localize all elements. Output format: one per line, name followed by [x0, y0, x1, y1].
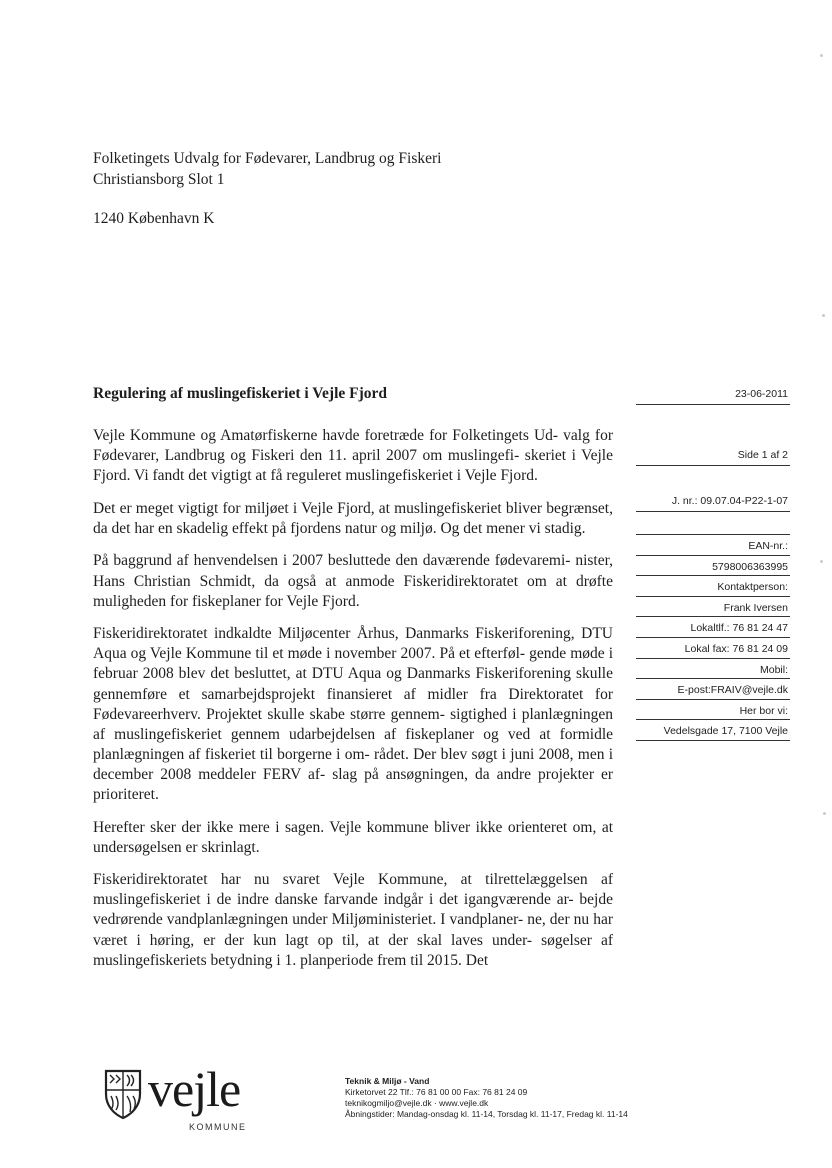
text-line: På baggrund af henvendelsen i 2007 besluttede den daværende fødevaremi- — [93, 552, 571, 570]
scan-speck — [822, 314, 825, 317]
letter-footer — [345, 1076, 815, 1120]
text-line: fiskeplaner og ved at formidle planlægningen af fiskeriet til borgerne i om- — [93, 725, 614, 763]
text-line: Fiskeridirektoratet indkaldte Miljøcenter Århus, Danmarks Fiskeriforening, — [93, 625, 582, 643]
ean-value: 5798006363995 — [636, 556, 790, 577]
text-line: drøfte muligheden for fiskeplaner for Vejle Fjord. — [93, 572, 613, 610]
recipient-line: Christiansborg Slot 1 — [93, 171, 225, 188]
ean-label: EAN-nr.: — [636, 535, 790, 556]
text-line: Det er meget vigtigt for miljøet i Vejle Fjord, at muslingefiskeriet bliver — [93, 499, 547, 517]
recipient-city: 1240 København K — [93, 210, 215, 227]
logo-wordmark: vejle — [148, 1061, 241, 1117]
text-line: valg for Fødevarer, Landbrug og Fiskeri den 11. april 2007 om muslingefi- — [93, 427, 613, 465]
letter-subject: Regulering af muslingefiskeriet i Vejle Fjord — [93, 385, 388, 402]
text-line: skeriet i Vejle Fjord. Vi fandt det vigtigt at få reguleret muslingefiskeriet i — [93, 447, 613, 485]
contact-fax: Lokal fax: 76 81 24 09 — [636, 638, 790, 659]
footer-department: Teknik & Miljø - Vand — [345, 1076, 430, 1086]
recipient-address — [93, 148, 573, 190]
sidebar-date — [636, 385, 790, 405]
text-line: Fiskeriforening skulle gennemføre et samarbejdsprojekt finansieret af midler — [93, 665, 613, 703]
mobile-label: Mobil: — [636, 659, 790, 680]
footer-address-line: Kirketorvet 22 Tlf.: 76 81 00 00 Fax: 76 81 24 09 — [345, 1087, 528, 1097]
paragraph — [93, 551, 613, 611]
text-line: fra Direktoratet for Fødevareerhverv. Projektet skulle skabe større gennem- — [93, 685, 613, 723]
text-line: ne, der nu har været i høring, er der kun lagt op til, at der skal laves under- — [93, 911, 614, 949]
text-line: Fiskeridirektoratet har nu svaret Vejle Kommune, at tilrettelæggelsen af — [93, 871, 613, 889]
recipient-line: Folketingets Udvalg for Fødevarer, Landbrug og Fiskeri — [93, 150, 442, 167]
text-line: muslingefiskeriet i de indre danske farvande indgår i det igangværende ar- — [93, 891, 574, 909]
text-line: slag på ansøgningen, da andre projekter er prioriteret. — [93, 765, 614, 803]
scan-speck — [820, 54, 823, 57]
contact-phone: Lokaltlf.: 76 81 24 47 — [636, 617, 790, 638]
paragraph — [93, 870, 613, 970]
text-line: mener vi stadig. — [486, 519, 586, 537]
paragraph — [93, 818, 613, 858]
text-line: Vejle Fjord. — [464, 467, 538, 485]
text-line: begrænset, da det har en skadelig effekt på fjordens natur og miljø. Og det — [93, 499, 613, 537]
sidebar-page — [636, 446, 790, 466]
journal-number: J. nr.: 09.07.04-P22-1-07 — [636, 492, 790, 512]
date-value: 23-06-2011 — [636, 385, 790, 405]
text-line: nister, Hans Christian Schmidt, da også at anmode Fiskeridirektoratet om at — [93, 552, 614, 590]
address-label: Her bor vi: — [636, 700, 790, 721]
contact-name: Frank Iversen — [636, 597, 790, 618]
text-line: rådet. Der blev søgt i juni 2008, men i december 2008 meddeler FERV af- — [93, 745, 614, 783]
separator-line — [636, 520, 790, 535]
letter-body — [93, 426, 613, 983]
text-line: Vejle Kommune og Amatørfiskerne havde foretræde for Folketingets Ud- — [93, 427, 559, 444]
footer-contact-line: teknikogmiljo@vejle.dk · www.vejle.dk — [345, 1098, 489, 1108]
text-line: om, at undersøgelsen er skrinlagt. — [93, 818, 613, 856]
paragraph — [93, 426, 613, 486]
sidebar-contact — [636, 520, 790, 741]
page-number: Side 1 af 2 — [636, 446, 790, 466]
text-line: gende møde i februar 2008 blev det besluttet, at DTU Aqua og Danmarks — [93, 645, 614, 683]
footer-hours-line: Åbningstider: Mandag-onsdag kl. 11-14, Torsdag kl. 11-17, Fredag kl. 11-14 — [345, 1109, 628, 1119]
logo-subtitle: KOMMUNE — [189, 1122, 247, 1132]
text-line: bejde vedrørende vandplanlægningen under Miljøministeriet. I vandplaner- — [93, 891, 613, 929]
contact-label: Kontaktperson: — [636, 576, 790, 597]
contact-email: E-post:FRAIV@vejle.dk — [636, 679, 790, 700]
text-line: DTU Aqua og Vejle Kommune til et møde i november 2007. På et efterføl- — [93, 625, 613, 663]
text-line: søgelser af muslingefiskeriets betydning i 1. planperiode frem til 2015. Det — [93, 931, 614, 969]
vejle-kommune-logo — [103, 1061, 253, 1138]
scan-speck — [820, 560, 823, 563]
scan-speck — [823, 812, 826, 815]
sidebar-journal — [636, 492, 790, 512]
text-line: Herefter sker der ikke mere i sagen. Vejle kommune bliver ikke orienteret — [93, 818, 573, 836]
coat-of-arms-icon — [103, 1068, 143, 1120]
paragraph — [93, 499, 613, 539]
text-line: sigtighed i planlægningen af muslingefiskeriet gennem udarbejdelsen af — [93, 705, 614, 743]
contact-address: Vedelsgade 17, 7100 Vejle — [636, 720, 790, 741]
paragraph — [93, 624, 613, 805]
